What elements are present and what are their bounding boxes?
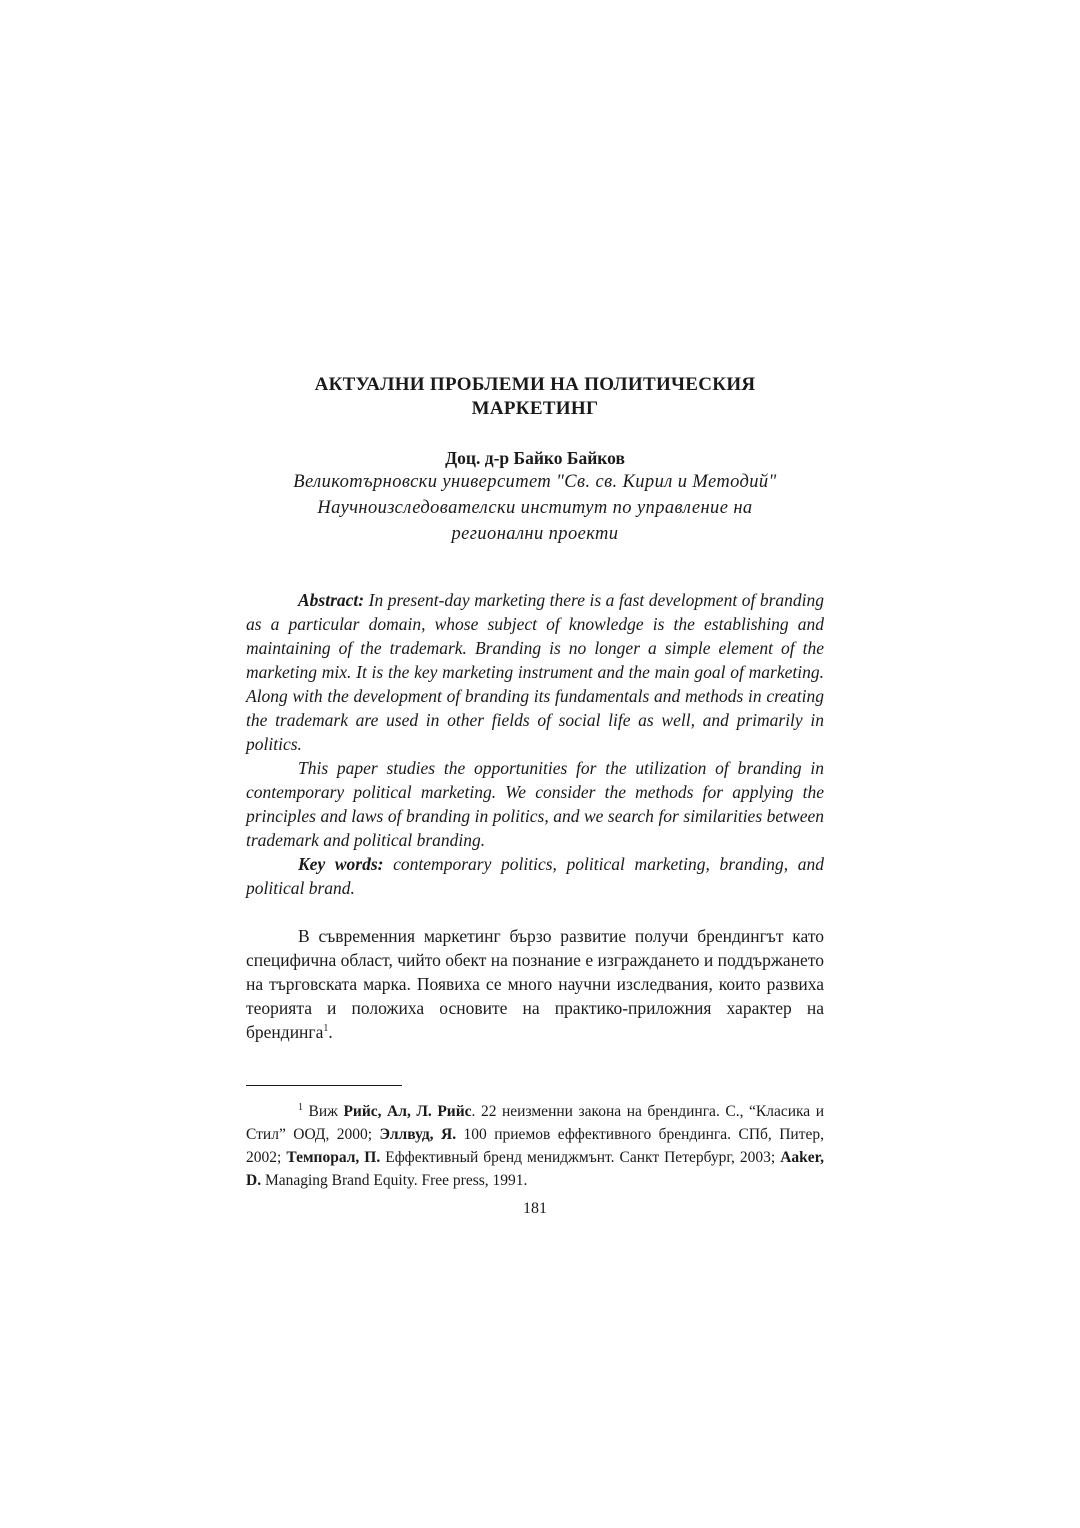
footnote-author-3: Темпорал, П. (286, 1149, 381, 1166)
page-number: 181 (523, 1200, 547, 1217)
affiliation-line-3: регионални проекти (451, 524, 619, 544)
footnote-reference[interactable]: 1 (323, 1023, 329, 1035)
author-affiliation (246, 469, 824, 547)
affiliation-line-2: Научноизследователски институт по управление на (317, 498, 753, 518)
abstract-label: Abstract: (298, 590, 365, 610)
footnote-paragraph (246, 1100, 824, 1192)
footnote-number: 1 (298, 1101, 303, 1113)
footnote-author-2: Эллвуд, Я. (379, 1126, 457, 1143)
body-text (246, 924, 824, 1044)
body-paragraph-1-end: . (328, 1022, 333, 1042)
footnote-author-4: Aaker, D. (246, 1149, 824, 1189)
footnote-separator (246, 1085, 402, 1086)
abstract-paragraph-2: This paper studies the opportunities for the utilization of branding in contemporary political marketing. We consider the methods for applying the principles and laws of branding in politics, and we search for similarities between trademark and political branding. (246, 758, 824, 850)
title-line-2: МАРКЕТИНГ (471, 398, 599, 419)
body-paragraph-1-text: В съвременния маркетинг бързо развитие получи брендингът като специфична област, чийто обект на познание е изграждането и поддържането на търговската марка. Появиха се много научни изследвания, които развиха теорията и положиха основите на практико-приложния характер на брендинга (246, 926, 824, 1042)
abstract-text: In present-day marketing there is a fast development of branding as a particular domain, whose subject of knowledge is the establishing and maintaining of the trademark. Branding is no longer a simple element of the marketing mix. It is the key marketing instrument and the main goal of marketing. Along with the development of branding its fundamentals and methods in creating the trademark are used in other fields of social life as well, and primarily in politics. (246, 590, 824, 754)
footnote (246, 1100, 824, 1192)
affiliation-line-1: Великотърновски университет "Св. св. Кирил и Методий" (293, 472, 777, 492)
keywords-paragraph (246, 852, 824, 900)
paper-title (246, 373, 824, 421)
footnote-text-5: Managing Brand Equity. Free press, 1991. (261, 1172, 528, 1189)
footnote-author-1: Рийс, Ал, Л. Рийс (343, 1103, 472, 1120)
footnote-text-3: 100 приемов еффективного брендинга. СПб, Питер, 2002; (246, 1126, 824, 1166)
keywords-label: Key words: (298, 854, 384, 874)
footnote-text-2: . 22 неизменни закона на брендинга. С., “Класика и Стил” ООД, 2000; (246, 1103, 825, 1143)
abstract-section (246, 588, 824, 900)
keywords-text: contemporary politics, political marketing, branding, and political brand. (246, 854, 825, 898)
footnote-text-1: Виж (303, 1103, 344, 1120)
footnote-text-4: Еффективный бренд мениджмънт. Санкт Петербург, 2003; (380, 1149, 781, 1166)
body-paragraph-1 (246, 924, 824, 1044)
author-name: Доц. д-р Байко Байков (445, 448, 625, 468)
abstract-paragraph-1 (246, 588, 824, 756)
title-line-1: АКТУАЛНИ ПРОБЛЕМИ НА ПОЛИТИЧЕСКИЯ (314, 374, 756, 395)
